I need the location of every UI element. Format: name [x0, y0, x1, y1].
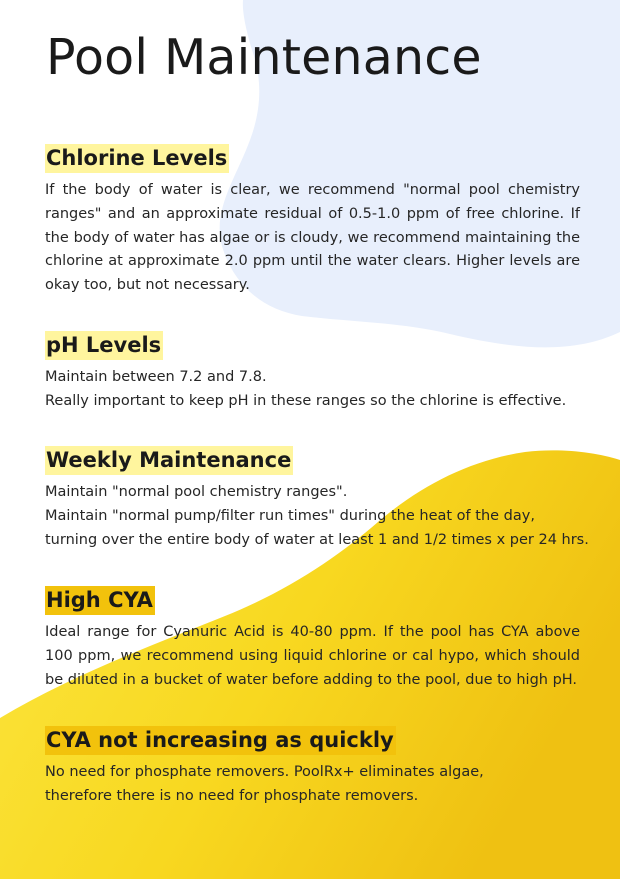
cya-not-increasing-text: [45, 761, 580, 809]
weekly-maintenance-line: Maintain "normal pump/filter run times" during the heat of the day,: [45, 507, 535, 524]
chlorine-levels-heading: Chlorine Levels: [45, 144, 229, 173]
weekly-maintenance-text: [45, 481, 589, 552]
high-cya-heading: High CYA: [45, 586, 155, 615]
section-chlorine-levels: [45, 144, 580, 298]
section-ph-levels: [45, 331, 580, 414]
cya-not-increasing-heading: CYA not increasing as quickly: [45, 726, 396, 755]
weekly-maintenance-line: Maintain "normal pool chemistry ranges".: [45, 484, 348, 500]
high-cya-text: Ideal range for Cyanuric Acid is 40-80 ppm. If the pool has CYA above 100 ppm, we recommend using liquid chlorine or cal hypo, which should be diluted in a bucket of water before adding to the pool, due to high pH.: [45, 624, 580, 688]
ph-levels-text: [45, 366, 580, 414]
section-weekly-maintenance: [45, 446, 589, 552]
page-title: Pool Maintenance: [46, 29, 482, 86]
ph-levels-line: Maintain between 7.2 and 7.8.: [45, 369, 267, 385]
section-cya-not-increasing: [45, 726, 580, 809]
section-high-cya: [45, 586, 580, 692]
cya-not-increasing-line: therefore there is no need for phosphate removers.: [45, 787, 419, 804]
cya-not-increasing-line: No need for phosphate removers. PoolRx+ eliminates algae,: [45, 764, 484, 780]
ph-levels-heading: pH Levels: [45, 331, 163, 360]
weekly-maintenance-line: turning over the entire body of water at least 1 and 1/2 times x per 24 hrs.: [45, 531, 589, 548]
ph-levels-line: Really important to keep pH in these ranges so the chlorine is effective.: [45, 392, 567, 409]
chlorine-levels-text: If the body of water is clear, we recommend "normal pool chemistry ranges" and an approximate residual of 0.5-1.0 ppm of free chlorine. If the body of water has algae or is cloudy, we recommend maintaining the chlorine at approximate 2.0 ppm until the water clears. Higher levels are okay too, but not necessary.: [45, 182, 580, 294]
weekly-maintenance-heading: Weekly Maintenance: [45, 446, 293, 475]
